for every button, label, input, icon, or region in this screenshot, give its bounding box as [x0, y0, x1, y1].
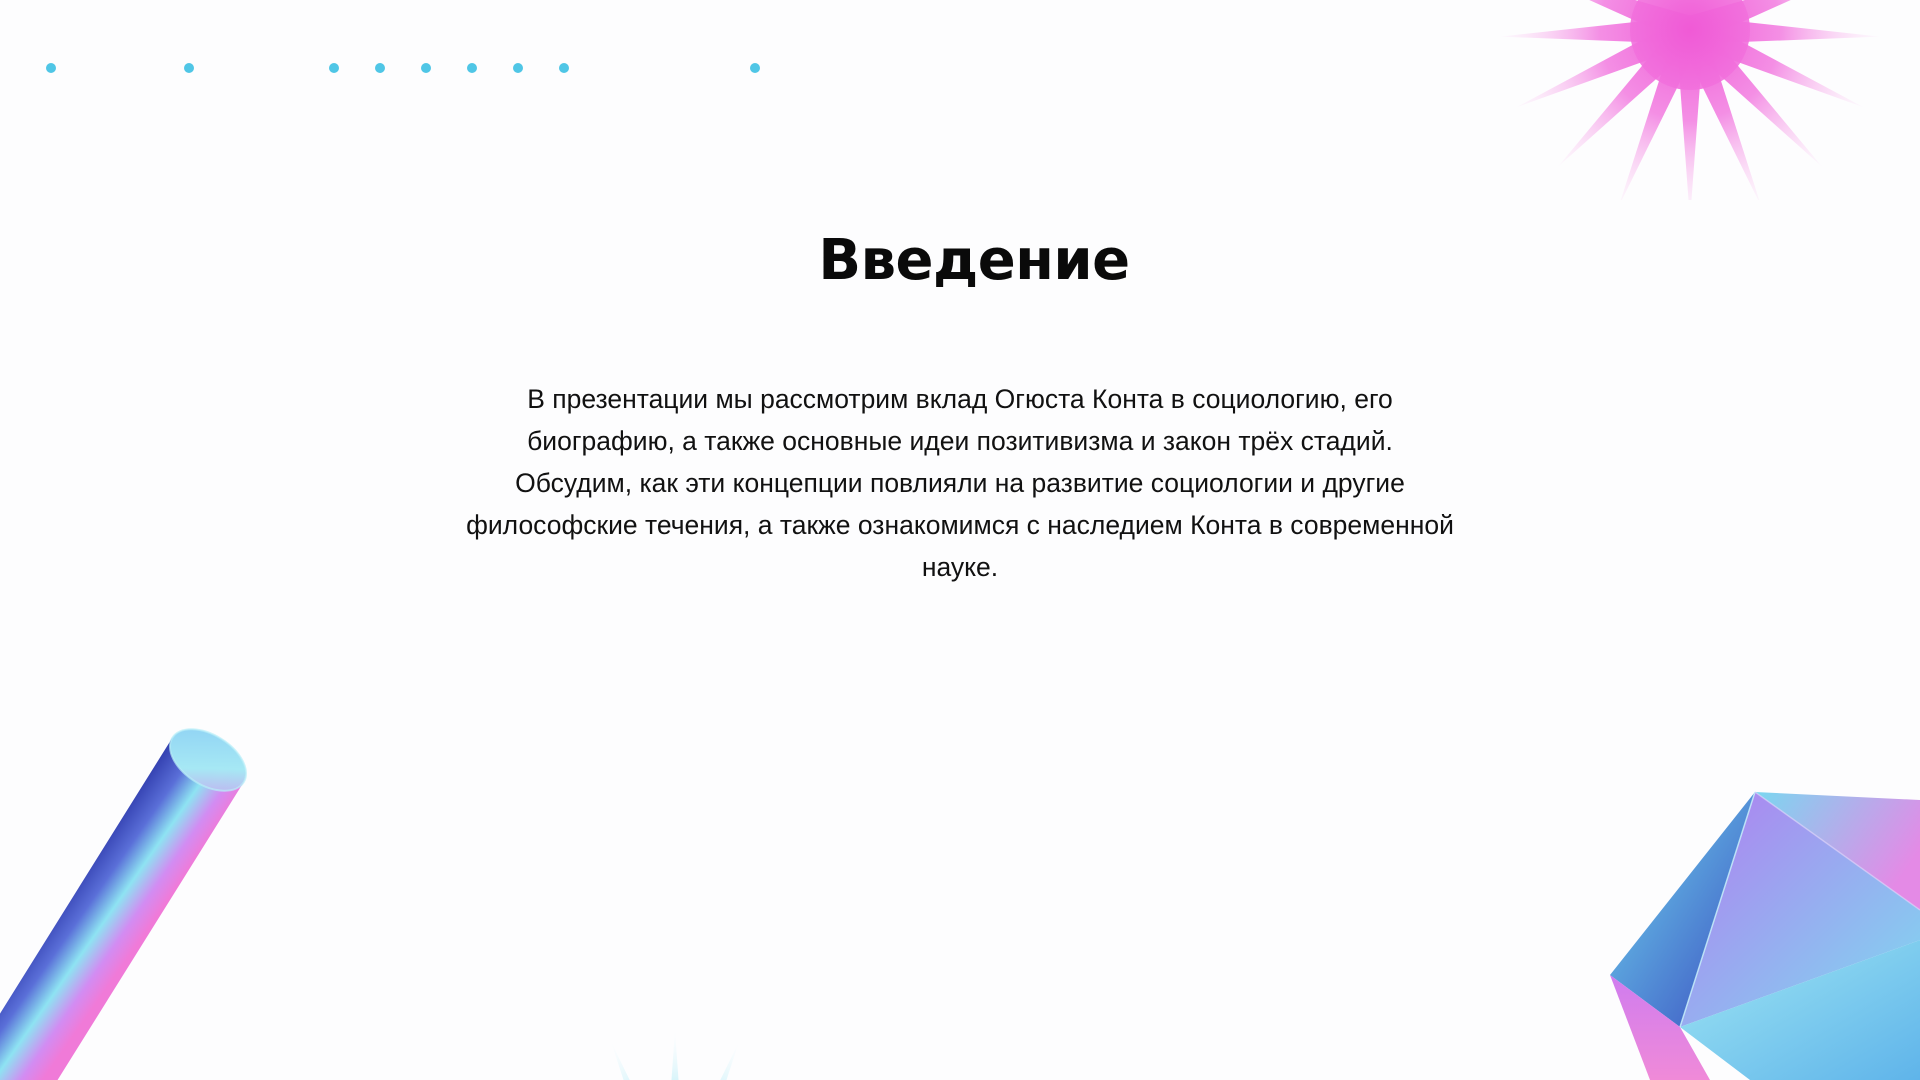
body-line: Обсудим, как эти концепции повлияли на развитие социологии и другие: [515, 468, 1405, 498]
cyan-starburst-icon: [475, 920, 875, 1080]
pink-starburst-icon: [1480, 0, 1900, 200]
slide-title: Введение: [818, 228, 1130, 293]
body-line: науке.: [921, 552, 999, 582]
dot-row: [0, 0, 800, 120]
dot: [421, 63, 431, 73]
dot: [329, 63, 339, 73]
dot: [184, 63, 194, 73]
body-line: биографию, а также основные идеи позитивизма и закон трёх стадий.: [527, 426, 1393, 456]
body-line: философские течения, а также ознакомимся с наследием Конта в современной: [466, 510, 1454, 540]
dot: [467, 63, 477, 73]
dot: [750, 63, 760, 73]
dot: [46, 63, 56, 73]
dot: [375, 63, 385, 73]
gradient-cylinder-icon: [0, 720, 270, 1080]
dot: [513, 63, 523, 73]
slide-body-text: [440, 378, 1480, 588]
dot: [559, 63, 569, 73]
body-line: В презентации мы рассмотрим вклад Огюста Конта в социологию, его: [527, 384, 1393, 414]
gradient-crystal-icon: [1600, 790, 1920, 1080]
